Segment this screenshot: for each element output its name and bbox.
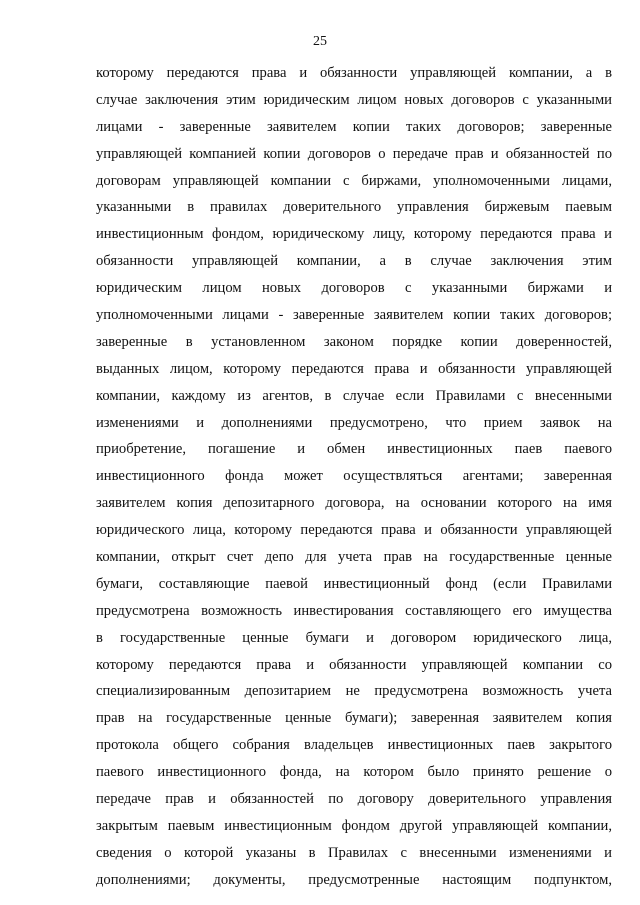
text-line: инвестиционного фонда может осуществляться агентами; заверенная <box>96 468 612 485</box>
text-line: которому передаются права и обязанности управляющей компании, а в <box>96 65 612 81</box>
text-line: юридическим лицом новых договоров с указанными биржами и <box>96 280 612 297</box>
text-line: закрытым паевым инвестиционным фондом другой управляющей компании, <box>96 817 612 834</box>
text-line: инвестиционным фондом, юридическому лицу, которому передаются права и <box>96 226 612 243</box>
text-line: дополнениями; документы, предусмотренные настоящим подпунктом, <box>96 871 612 888</box>
text-line: компании, каждому из агентов, в случае если Правилами с внесенными <box>96 387 612 404</box>
text-line: протокола общего собрания владельцев инвестиционных паев закрытого <box>96 737 612 754</box>
text-line: обязанности управляющей компании, а в случае заключения этим <box>96 253 612 270</box>
text-line: договорам управляющей компании с биржами, уполномоченными лицами, <box>96 172 612 189</box>
text-line: приобретение, погашение и обмен инвестиционных паев паевого <box>96 441 612 458</box>
text-line: уполномоченными лицами - заверенные заявителем копии таких договоров; <box>96 307 612 324</box>
text-line: бумаги, составляющие паевой инвестиционный фонд (если Правилами <box>96 575 612 592</box>
text-line: заверенные в установленном законом порядке копии доверенностей, <box>96 333 612 350</box>
text-line: паевого инвестиционного фонда, на котором было принято решение о <box>96 764 612 781</box>
text-line: в государственные ценные бумаги и договором юридического лица, <box>96 629 612 646</box>
text-line: управляющей компанией копии договоров о передаче прав и обязанностей по <box>96 145 612 162</box>
text-line: выданных лицом, которому передаются права и обязанности управляющей <box>96 360 612 377</box>
text-line: прав на государственные ценные бумаги); заверенная заявителем копия <box>96 710 612 727</box>
page-number: 25 <box>313 34 327 49</box>
text-line: передаче прав и обязанностей по договору доверительного управления <box>96 791 612 808</box>
text-line: специализированным депозитарием не предусмотрена возможность учета <box>96 683 612 700</box>
text-line: изменениями и дополнениями предусмотрено, что прием заявок на <box>96 414 612 431</box>
text-line: сведения о которой указаны в Правилах с внесенными изменениями и <box>96 844 612 861</box>
text-line: заявителем копия депозитарного договора, на основании которого на имя <box>96 495 612 512</box>
text-line: компании, открыт счет депо для учета прав на государственные ценные <box>96 549 612 566</box>
body-text <box>96 60 612 894</box>
text-line: которому передаются права и обязанности управляющей компании со <box>96 656 612 673</box>
text-line: лицами - заверенные заявителем копии таких договоров; заверенные <box>96 118 612 135</box>
text-line: предусмотрена возможность инвестирования составляющего его имущества <box>96 602 612 619</box>
text-line: случае заключения этим юридическим лицом новых договоров с указанными <box>96 91 612 108</box>
text-line: указанными в правилах доверительного управления биржевым паевым <box>96 199 612 216</box>
text-line: юридического лица, которому передаются права и обязанности управляющей <box>96 522 612 539</box>
